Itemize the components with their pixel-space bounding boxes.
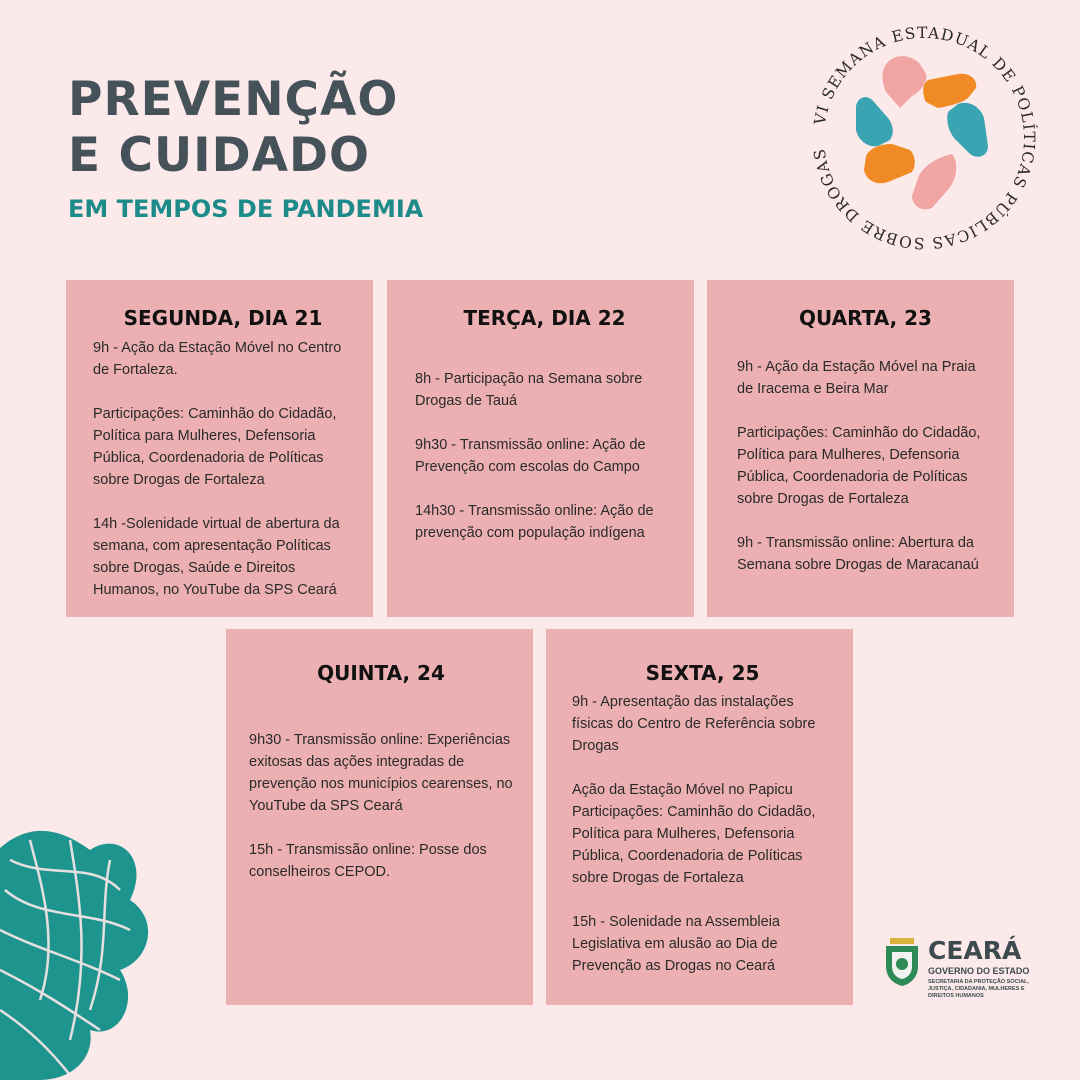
schedule-item: Participações: Caminhão do Cidadão, Política para Mulheres, Defensoria Pública, Coordenadoria de Políticas sobre Drogas de Fortaleza: [93, 406, 337, 488]
day-title: QUARTA, 23: [799, 306, 932, 330]
day-card-terca: [387, 280, 694, 617]
title-line-2: E CUIDADO: [68, 128, 370, 183]
logo-name: CEARÁ: [928, 936, 1022, 965]
page-subtitle: EM TEMPOS DE PANDEMIA: [68, 195, 424, 223]
day-card-quarta: [707, 280, 1014, 617]
schedule-item: Participações: Caminhão do Cidadão, Política para Mulheres, Defensoria Pública, Coordenadoria de Políticas sobre Drogas de Fortaleza: [737, 425, 981, 507]
logo-secretariat: SECRETARIA DA PROTEÇÃO SOCIAL, JUSTIÇA, CIDADANIA, MULHERES E DIREITOS HUMANOS: [928, 979, 1029, 999]
four-hands-icon: [856, 56, 988, 209]
schedule-item: 9h - Transmissão online: Abertura da Semana sobre Drogas de Maracanaú: [737, 535, 979, 573]
day-card-sexta: [546, 629, 853, 1005]
schedule-item: 15h - Transmissão online: Posse dos conselheiros CEPOD.: [249, 842, 487, 880]
day-card-segunda: [66, 280, 373, 617]
schedule-item: 14h30 - Transmissão online: Ação de prevenção com população indígena: [415, 503, 654, 541]
schedule-item: 15h - Solenidade na Assembleia Legislativa em alusão ao Dia de Prevenção as Drogas no Ceará: [572, 914, 780, 974]
day-card-quinta: [226, 629, 533, 1005]
ceara-government-logo: [882, 936, 1052, 1006]
schedule-item: Ação da Estação Móvel no Papicu Participações: Caminhão do Cidadão, Política para Mulheres, Defensoria Pública, Coordenadoria de Políticas sobre Drogas de Fortaleza: [572, 782, 816, 886]
decorative-blob: [0, 820, 190, 1080]
event-emblem: [808, 22, 1040, 254]
page-title: [68, 72, 398, 184]
schedule-item: 9h - Ação da Estação Móvel no Centro de Fortaleza.: [93, 340, 342, 378]
schedule-item: 9h30 - Transmissão online: Ação de Prevenção com escolas do Campo: [415, 437, 646, 475]
schedule-item: 9h30 - Transmissão online: Experiências exitosas das ações integradas de prevenção nos municípios cearenses, no YouTube da SPS Ceará: [249, 732, 513, 814]
day-title: TERÇA, DIA 22: [463, 306, 626, 330]
state-coat-of-arms-icon: [882, 936, 922, 988]
schedule-item: 8h - Participação na Semana sobre Drogas de Tauá: [415, 371, 643, 409]
schedule-item: 9h - Ação da Estação Móvel na Praia de Iracema e Beira Mar: [737, 359, 976, 397]
logo-government: GOVERNO DO ESTADO: [928, 966, 1030, 976]
day-title: SEXTA, 25: [645, 661, 760, 685]
schedule-item: 14h -Solenidade virtual de abertura da semana, com apresentação Políticas sobre Drogas, Saúde e Direitos Humanos, no YouTube da SPS Ceará: [93, 516, 340, 598]
title-line-1: PREVENÇÃO: [68, 72, 399, 127]
day-title: SEGUNDA, DIA 21: [123, 306, 323, 330]
emblem-ring-text: VI SEMANA ESTADUAL DE POLÍTICAS PÚBLICAS SOBRE DROGAS: [810, 23, 1039, 253]
day-title: QUINTA, 24: [317, 661, 445, 685]
schedule-item: 9h - Apresentação das instalações físicas do Centro de Referência sobre Drogas: [572, 694, 816, 754]
